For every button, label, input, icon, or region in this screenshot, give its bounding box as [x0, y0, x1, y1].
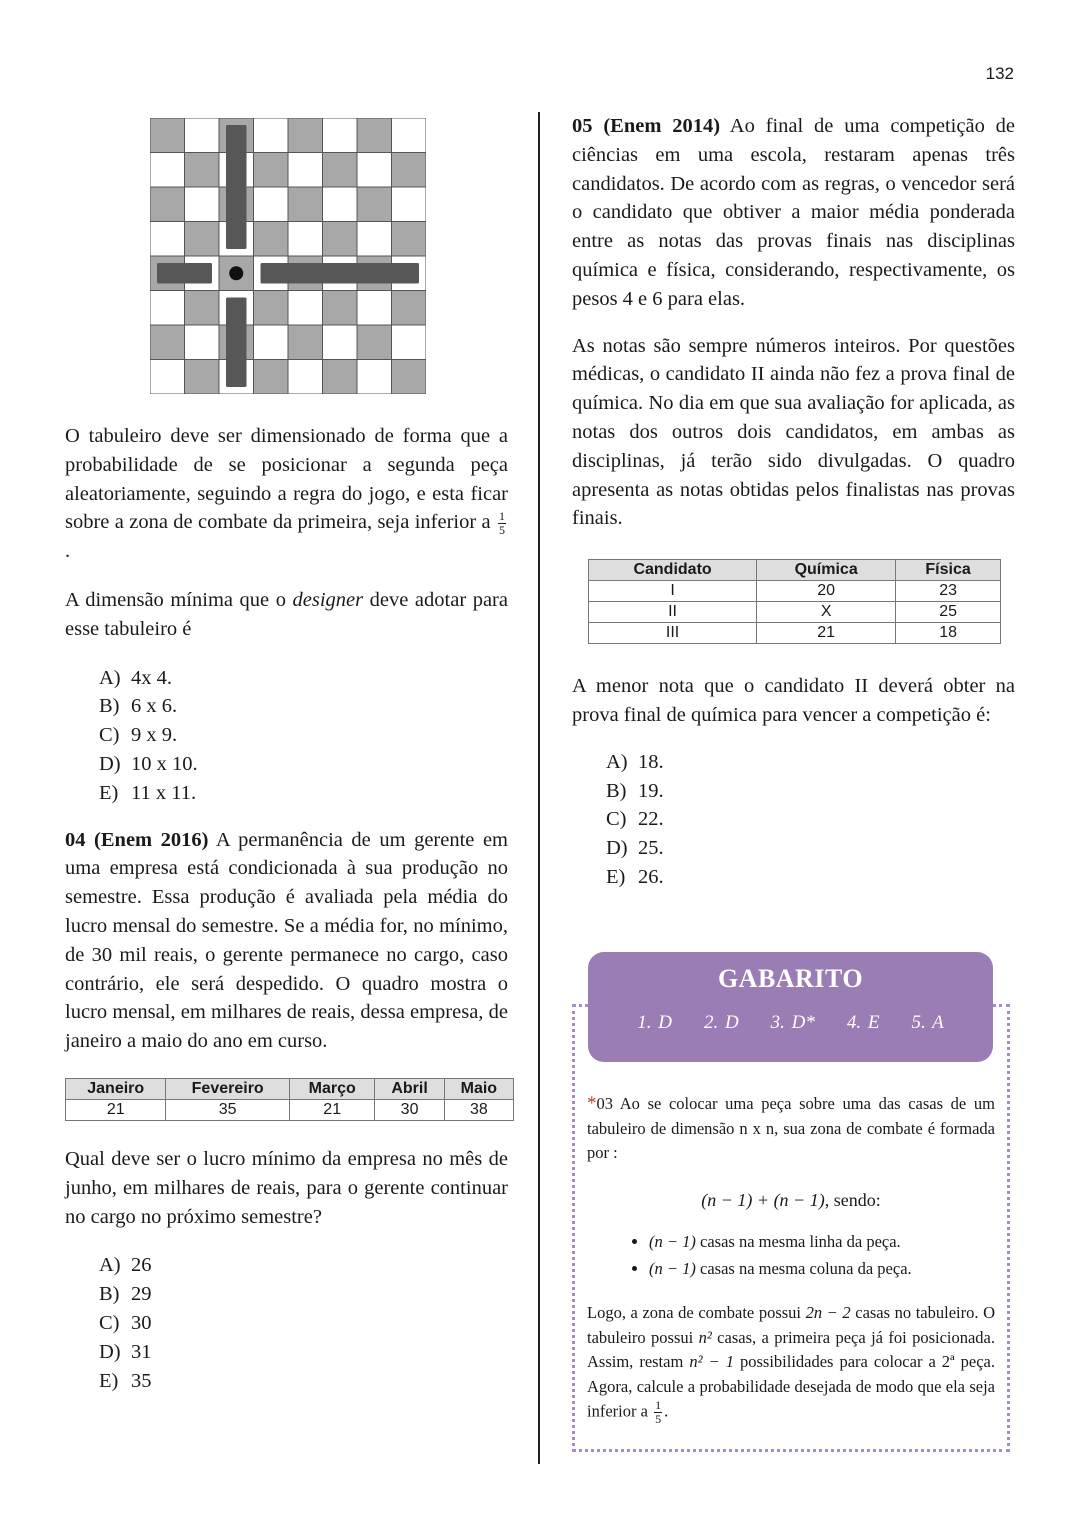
- q3-option: [65, 721, 508, 750]
- option-letter: C): [606, 808, 627, 831]
- option-text: 18.: [638, 750, 664, 773]
- q4-option: [65, 1367, 508, 1396]
- bullet-math: (n − 1): [649, 1232, 696, 1251]
- table-cell: X: [757, 602, 896, 623]
- combat-zone-bar: [261, 263, 420, 284]
- option-letter: D): [99, 752, 121, 775]
- table-header-cell: Candidato: [589, 560, 757, 581]
- right-column: [572, 112, 1015, 892]
- table-header-cell: Maio: [444, 1078, 513, 1099]
- table-cell: 21: [757, 623, 896, 644]
- option-text: 31: [131, 1340, 152, 1363]
- board-square: [357, 222, 392, 257]
- table-cell: 35: [166, 1099, 290, 1120]
- option-letter: B): [99, 695, 120, 718]
- board-square: [254, 291, 289, 326]
- board-square: [185, 325, 220, 360]
- board-description: O tabuleiro deve ser dimensionado de forma que a probabilidade de se posicionar a segunda peça aleatoriamente, seguindo a regra do jogo, e esta ficar sobre a zona de combate da primeira, seja inferior a $\frac{1}{5}$ .: [65, 425, 508, 563]
- option-text: 9 x 9.: [131, 724, 178, 747]
- option-letter: E): [99, 1369, 119, 1392]
- table-header-cell: Física: [896, 560, 1001, 581]
- board-square: [254, 118, 289, 153]
- table-cell: III: [589, 623, 757, 644]
- option-letter: B): [606, 779, 627, 802]
- option-letter: A): [99, 1254, 121, 1277]
- page-number: 132: [985, 64, 1014, 83]
- table-row: [589, 602, 1001, 623]
- table-cell: II: [589, 602, 757, 623]
- option-letter: B): [99, 1283, 120, 1306]
- answer-item: 3. D*: [770, 1012, 815, 1033]
- table-header-cell: Março: [289, 1078, 375, 1099]
- asterisk-marker: *: [587, 1093, 597, 1114]
- table-header-cell: Abril: [375, 1078, 444, 1099]
- combat-zone-bar: [157, 263, 212, 284]
- option-text: 22.: [638, 808, 664, 831]
- board-square: [357, 153, 392, 188]
- table-header-cell: Fevereiro: [166, 1078, 290, 1099]
- board-square: [323, 325, 358, 360]
- question-5-text: 05 (Enem 2014) Ao final de uma competição de ciências em uma escola, restaram apenas três candidatos. De acordo com as regras, o vencedor será o candidato que obtiver a maior média ponderada entre as notas das provas finais nas disciplinas química e física, considerando, respectivamente, os pesos 4 e 6 para elas.: [572, 115, 1015, 310]
- explanation-bullet: [649, 1257, 995, 1282]
- board-square: [392, 291, 427, 326]
- board-square: [357, 291, 392, 326]
- option-letter: E): [99, 781, 119, 804]
- table-cell: 23: [896, 581, 1001, 602]
- board-square: [357, 360, 392, 395]
- answer-item: 4. E: [846, 1012, 880, 1033]
- table-cell: 25: [896, 602, 1001, 623]
- option-text: 11 x 11.: [131, 781, 197, 804]
- table-cell: 38: [444, 1099, 513, 1120]
- bullet-text: casas na mesma linha da peça.: [695, 1232, 901, 1251]
- question-4-text: 04 (Enem 2016) A permanência de um gerente em uma empresa está condicionada à sua produção no semestre. Essa produção é avaliada pela média do lucro mensal do semestre. Se a média for, no mínimo, de 30 mil reais, o gerente permanece no cargo, caso contrário, ele será despedido. O quadro mostra o lucro mensal, em milhares de reais, dessa empresa, de janeiro a maio do ano em curso.: [65, 828, 508, 1053]
- option-letter: A): [606, 750, 628, 773]
- q5-option: [572, 805, 1015, 834]
- q4-option: [65, 1309, 508, 1338]
- answer-key-title: GABARITO: [717, 964, 864, 993]
- board-square: [288, 325, 323, 360]
- q3-option: [65, 779, 508, 808]
- board-square: [392, 360, 427, 395]
- board-square: [185, 222, 220, 257]
- board-square: [254, 187, 289, 222]
- option-text: 29: [131, 1283, 152, 1306]
- option-letter: C): [99, 1311, 120, 1334]
- grades-table: [588, 559, 1001, 644]
- board-description-text: O tabuleiro deve ser dimensionado de forma que a probabilidade de se posicionar a segunda peça aleatoriamente, seguindo a regra do jogo, e esta ficar sobre a zona de combate da primeira, seja inferior a: [65, 425, 508, 534]
- board-square: [288, 222, 323, 257]
- combat-zone-bar: [226, 298, 247, 388]
- q5-option: [572, 834, 1015, 863]
- combat-zone-bar: [226, 125, 247, 249]
- board-square: [150, 325, 185, 360]
- explanation-formula: (n − 1) + (n − 1), sendo:: [701, 1189, 881, 1210]
- question-5-options: [572, 748, 1015, 892]
- board-square: [323, 187, 358, 222]
- q3-option: [65, 692, 508, 721]
- table-cell: 21: [289, 1099, 375, 1120]
- q5-option: [572, 748, 1015, 777]
- table-row: [589, 623, 1001, 644]
- option-letter: A): [99, 666, 121, 689]
- game-board-figure: [150, 118, 426, 394]
- option-text: 25.: [638, 837, 664, 860]
- board-square: [288, 291, 323, 326]
- answer-item: 5. A: [911, 1012, 944, 1033]
- board-square: [392, 187, 427, 222]
- profit-table: [65, 1078, 514, 1121]
- board-square: [185, 118, 220, 153]
- board-square: [357, 325, 392, 360]
- board-square: [185, 187, 220, 222]
- table-cell: 20: [757, 581, 896, 602]
- answer-item: 1. D: [637, 1012, 672, 1033]
- q5-option: [572, 863, 1015, 892]
- option-text: 30: [131, 1311, 152, 1334]
- column-divider: [538, 112, 540, 1464]
- question-3-options: [65, 664, 508, 808]
- board-square: [323, 153, 358, 188]
- board-square: [288, 360, 323, 395]
- question-4-label: 04 (Enem 2016): [65, 828, 209, 851]
- option-text: 19.: [638, 779, 664, 802]
- option-text: 35: [131, 1369, 152, 1392]
- option-letter: D): [99, 1340, 121, 1363]
- board-square: [392, 222, 427, 257]
- left-column: [65, 422, 508, 1395]
- board-square: [392, 325, 427, 360]
- q4-option: [65, 1280, 508, 1309]
- answer-item: 2. D: [703, 1012, 739, 1033]
- board-square: [357, 118, 392, 153]
- q3-option: [65, 664, 508, 693]
- board-square: [288, 153, 323, 188]
- table-cell: 21: [66, 1099, 166, 1120]
- table-header-cell: Química: [757, 560, 896, 581]
- explanation-intro: *03 Ao se colocar uma peça sobre uma das casas de um tabuleiro de dimensão n x n, sua zona de combate é formada por :: [587, 1093, 995, 1162]
- option-letter: D): [606, 837, 628, 860]
- option-letter: C): [99, 724, 120, 747]
- answer-key-list: [588, 1012, 993, 1034]
- board-square: [254, 222, 289, 257]
- q4-option: [65, 1338, 508, 1367]
- board-square: [323, 291, 358, 326]
- bullet-math: (n − 1): [649, 1258, 696, 1278]
- board-square: [185, 291, 220, 326]
- board-square: [323, 360, 358, 395]
- fraction-one-fifth-expl: $\frac{1}{5}$: [655, 1398, 662, 1426]
- q3-option: [65, 750, 508, 779]
- board-square: [254, 153, 289, 188]
- fraction-one-fifth: $\frac{1}{5}$: [499, 509, 506, 538]
- board-square: [288, 118, 323, 153]
- option-text: 26: [131, 1254, 152, 1277]
- board-square: [185, 153, 220, 188]
- board-square: [357, 187, 392, 222]
- board-square: [288, 187, 323, 222]
- board-square: [150, 118, 185, 153]
- question-5-context: As notas são sempre números inteiros. Por questões médicas, o candidato II ainda não fez a prova final de química. No dia em que sua avaliação for aplicada, as notas dos outros dois candidatos, em ambas as disciplinas, já terão sido divulgadas. O quadro apresenta as notas obtidas pelos finalistas nas provas finais.: [572, 334, 1015, 530]
- board-square: [392, 153, 427, 188]
- board-square: [150, 291, 185, 326]
- question-3-prompt: A dimensão mínima que o designer deve adotar para esse tabuleiro é: [65, 588, 508, 640]
- board-square: [150, 187, 185, 222]
- table-header-cell: Janeiro: [66, 1078, 166, 1099]
- board-square: [254, 325, 289, 360]
- board-square: [150, 153, 185, 188]
- table-cell: 30: [375, 1099, 444, 1120]
- explanation-bullet: [649, 1230, 995, 1255]
- board-square: [150, 360, 185, 395]
- board-square: [323, 118, 358, 153]
- table-cell: 18: [896, 623, 1001, 644]
- board-square: [254, 360, 289, 395]
- q5-option: [572, 777, 1015, 806]
- option-text: 6 x 6.: [131, 695, 178, 718]
- board-square: [150, 222, 185, 257]
- answer-key-header: [588, 952, 993, 1062]
- question-4-options: [65, 1251, 508, 1395]
- piece-marker: [229, 266, 243, 280]
- option-text: 26.: [638, 865, 664, 888]
- question-5-label: 05 (Enem 2014): [572, 115, 721, 137]
- question-4-question: Qual deve ser o lucro mínimo da empresa no mês de junho, em milhares de reais, para o gerente continuar no cargo no próximo semestre?: [65, 1147, 508, 1228]
- option-text: 4x 4.: [131, 666, 172, 689]
- q4-option: [65, 1251, 508, 1280]
- board-square: [323, 222, 358, 257]
- board-square: [185, 360, 220, 395]
- board-square: [392, 118, 427, 153]
- explanation-bullets: [587, 1230, 995, 1281]
- option-letter: E): [606, 865, 626, 888]
- table-cell: I: [589, 581, 757, 602]
- bullet-text: casas na mesma coluna da peça.: [695, 1258, 912, 1278]
- explanation-conclusion: Logo, a zona de combate possui 2n − 2 casas no tabuleiro. O tabuleiro possui n² casas, a primeira peça já foi posicionada. Assim, restam n² − 1 possibilidades para colocar a 2ª peça. Agora, calcule a probabilidade desejada de modo que ela seja inferior a $\frac{1}{5}$ .: [587, 1303, 996, 1426]
- question-5-question: A menor nota que o candidato II deverá obter na prova final de química para vencer a competição é:: [572, 675, 1015, 726]
- explanation-03: [587, 1092, 995, 1426]
- table-row: [589, 581, 1001, 602]
- option-text: 10 x 10.: [131, 752, 198, 775]
